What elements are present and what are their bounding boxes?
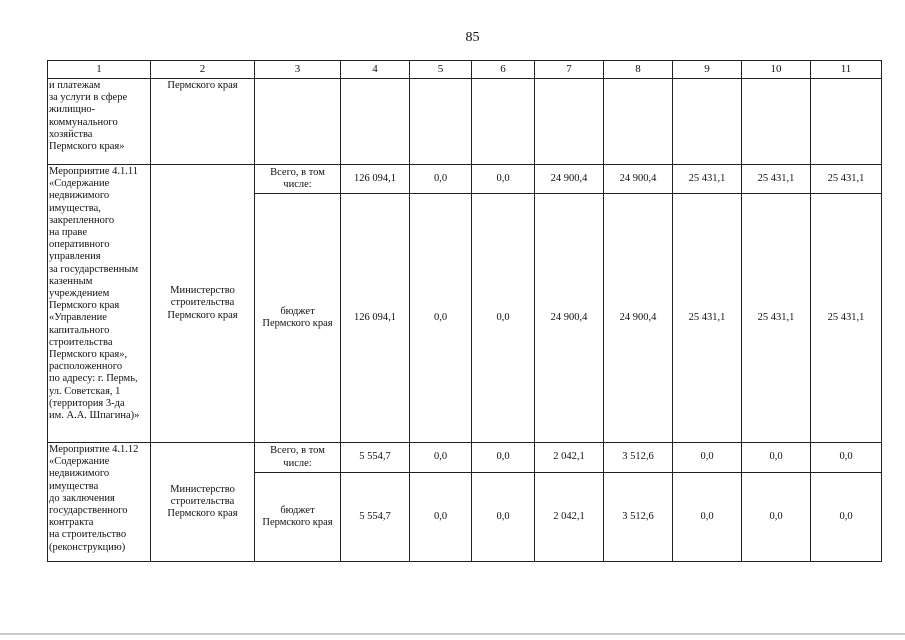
- empty-cell: [673, 79, 742, 165]
- value-cell: 5 554,7: [341, 473, 410, 562]
- value-cell: 2 042,1: [535, 443, 604, 473]
- value-cell: 2 042,1: [535, 473, 604, 562]
- funding-source: бюджет Пермского края: [255, 473, 341, 562]
- value-cell: 0,0: [673, 473, 742, 562]
- empty-cell: [472, 79, 535, 165]
- empty-cell: [255, 79, 341, 165]
- column-header: 6: [472, 61, 535, 79]
- column-header: 5: [410, 61, 472, 79]
- activity-name: и платежам за услуги в сфере жилищно- коммунального хозяйства Пермского края»: [48, 79, 151, 165]
- table-row: [48, 443, 882, 473]
- value-cell: 0,0: [410, 443, 472, 473]
- page-bottom-edge: [0, 633, 905, 635]
- value-cell: 0,0: [410, 473, 472, 562]
- funding-source: Всего, в том числе:: [255, 443, 341, 473]
- executor-cell: Министерство строительства Пермского края: [151, 443, 255, 562]
- value-cell: 0,0: [742, 473, 811, 562]
- table-row: [48, 79, 882, 165]
- activity-name: Мероприятие 4.1.12 «Содержание недвижимого имущества до заключения государственного контракта на строительство (реконструкцию): [48, 443, 151, 562]
- executor-cell: Пермского края: [151, 79, 255, 165]
- value-cell: 3 512,6: [604, 443, 673, 473]
- value-cell: 126 094,1: [341, 194, 410, 443]
- column-header: 2: [151, 61, 255, 79]
- funding-source: бюджет Пермского края: [255, 194, 341, 443]
- value-cell: 0,0: [472, 473, 535, 562]
- value-cell: 25 431,1: [811, 194, 882, 443]
- empty-cell: [604, 79, 673, 165]
- value-cell: 24 900,4: [604, 194, 673, 443]
- empty-cell: [535, 79, 604, 165]
- empty-cell: [811, 79, 882, 165]
- column-header: 11: [811, 61, 882, 79]
- value-cell: 0,0: [811, 443, 882, 473]
- header-row: [48, 61, 882, 79]
- funding-source: Всего, в том числе:: [255, 165, 341, 194]
- value-cell: 0,0: [673, 443, 742, 473]
- value-cell: 126 094,1: [341, 165, 410, 194]
- column-header: 1: [48, 61, 151, 79]
- value-cell: 0,0: [742, 443, 811, 473]
- value-cell: 0,0: [410, 165, 472, 194]
- value-cell: 0,0: [472, 443, 535, 473]
- value-cell: 0,0: [410, 194, 472, 443]
- value-cell: 25 431,1: [673, 194, 742, 443]
- value-cell: 25 431,1: [673, 165, 742, 194]
- executor-cell: Министерство строительства Пермского края: [151, 165, 255, 443]
- value-cell: 0,0: [472, 194, 535, 443]
- empty-cell: [410, 79, 472, 165]
- value-cell: 5 554,7: [341, 443, 410, 473]
- budget-table: [47, 60, 882, 562]
- value-cell: 0,0: [811, 473, 882, 562]
- empty-cell: [742, 79, 811, 165]
- value-cell: 25 431,1: [811, 165, 882, 194]
- column-header: 7: [535, 61, 604, 79]
- value-cell: 25 431,1: [742, 194, 811, 443]
- value-cell: 24 900,4: [604, 165, 673, 194]
- table-row: [48, 165, 882, 194]
- column-header: 8: [604, 61, 673, 79]
- activity-name: Мероприятие 4.1.11 «Содержание недвижимого имущества, закрепленного на праве оперативного управления за государственным казенным учреждением Пермского края «Управление капитального строительства Пермского края», расположенного по адресу: г. Пермь, ул. Советская, 1 (территория 3-да им. А.А. Шпагина)»: [48, 165, 151, 443]
- column-header: 4: [341, 61, 410, 79]
- column-header: 9: [673, 61, 742, 79]
- page-number: 85: [465, 30, 480, 45]
- column-header: 3: [255, 61, 341, 79]
- empty-cell: [341, 79, 410, 165]
- value-cell: 3 512,6: [604, 473, 673, 562]
- column-header: 10: [742, 61, 811, 79]
- value-cell: 24 900,4: [535, 194, 604, 443]
- value-cell: 0,0: [472, 165, 535, 194]
- value-cell: 25 431,1: [742, 165, 811, 194]
- value-cell: 24 900,4: [535, 165, 604, 194]
